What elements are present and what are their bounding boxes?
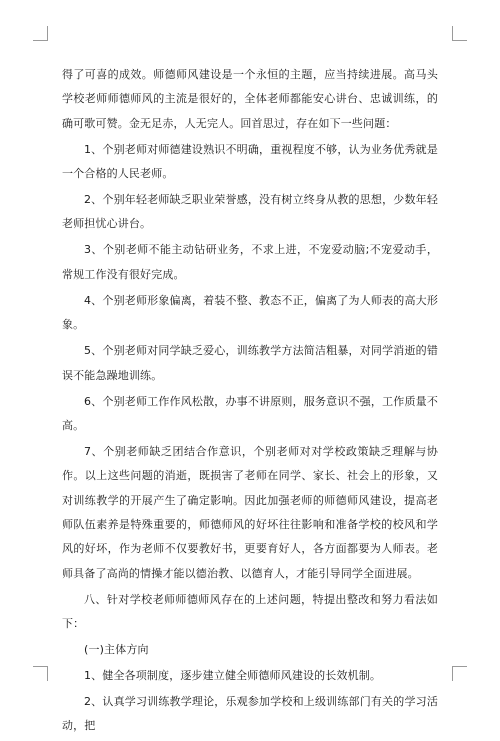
crop-mark-bottom-right [452,666,467,681]
paragraph-issue-4: 4、个别老师形象偏离，着装不整、教态不正，偏离了为人师表的高大形象。 [62,293,438,332]
document-body [62,63,438,741]
paragraph-issue-1: 1、个别老师对师德建设熟识不明确，重视程度不够，认为业务优秀就是一个合格的人民老师。 [62,142,438,180]
crop-mark-top-left [33,26,48,41]
paragraph-issue-6: 6、个别老师工作作风松散，办事不讲原则，服务意识不强，工作质量不高。 [62,394,438,432]
paragraph-issue-7: 7、个别老师缺乏团结合作意识，个别老师对对学校政策缺乏理解与协作。以上这些问题的消逝，既损害了老师在同学、家长、社会上的形象，又对训练教学的开展产生了确定影响。因此加强老师的师德师风建设，提高老师队伍素养是特殊重要的，师德师风的好坏往往影响和准备学校的校风和学风的好坏，作为老师不仅要教好书，更要育好人，各方面都要为人师表。老师具备了高尚的情操才能以德治教、以德育人，才能引导同学全面进展。 [62,445,438,580]
paragraph-section-8: 八、针对学校老师师德师风存在的上述问题，特提出整改和努力看法如下： [62,592,438,630]
crop-mark-bottom-left [33,666,48,681]
paragraph-subheading-direction: (一)主体方向 [84,643,149,656]
paragraph-measure-1: 1、健全各项制度，逐步建立健全师德师风建设的长效机制。 [84,669,382,683]
paragraph-issue-2: 2、个别年轻老师缺乏职业荣誉感，没有树立终身从教的思想，少数年轻老师担忧心讲台。 [62,193,438,231]
crop-mark-top-right [452,26,467,41]
paragraph-issue-3: 3、个别老师不能主动钻研业务，不求上进，不宠爱动脑;不宠爱动手，常规工作没有很好完成。 [62,243,438,281]
paragraph-measure-2: 2、认真学习训练教学理论，乐观参加学校和上级训练部门有关的学习活动，把 [62,695,438,733]
paragraph-intro: 得了可喜的成效。师德师风建设是一个永恒的主题，应当持续进展。高马头学校老师师德师风的主流是很好的，全体老师都能安心讲台、忠诚训练，的确可歌可赞。金无足赤，人无完人。回首思过，存在如下一些问题： [62,68,438,130]
paragraph-issue-5: 5、个别老师对同学缺乏爱心，训练教学方法简洁粗暴，对同学消逝的错误不能急躁地训练。 [62,344,438,382]
